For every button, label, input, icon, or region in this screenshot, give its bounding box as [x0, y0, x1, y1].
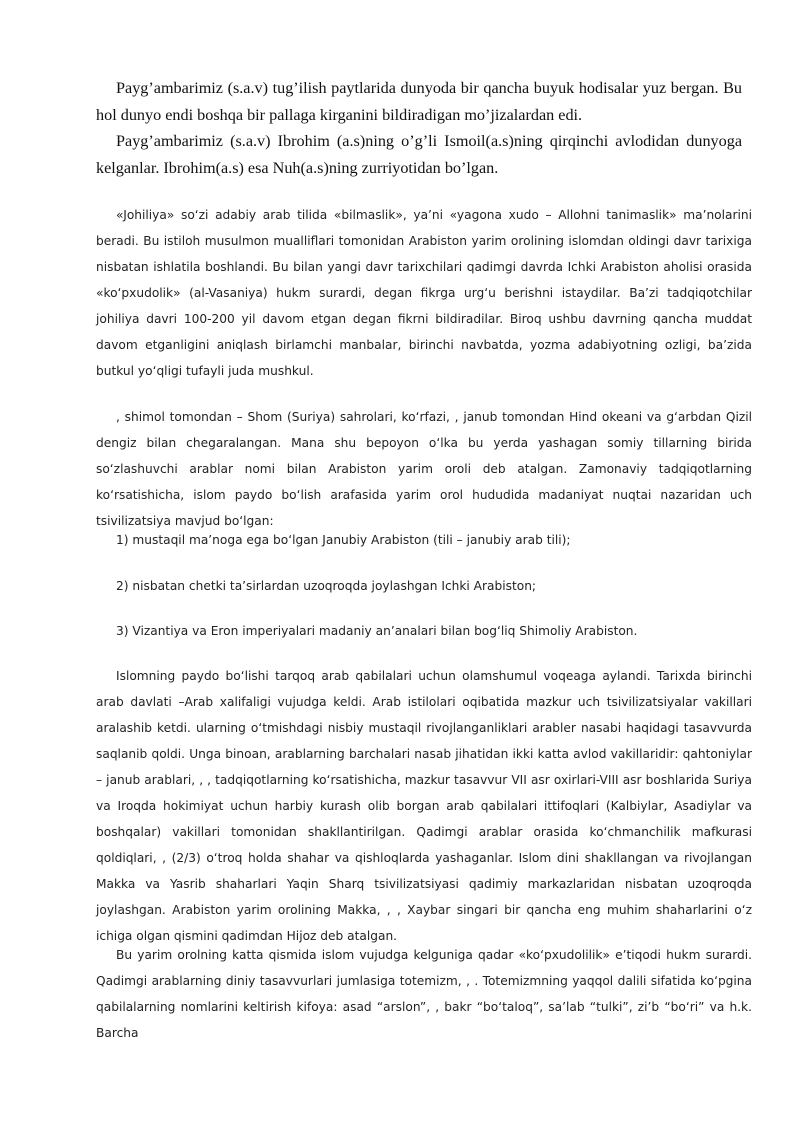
- geography-paragraph: , shimol tomondan – Shom (Suriya) sahrolari, ko‘rfazi, , janub tomondan Hind okeani va g‘arbdan Qizil dengiz bilan chegaralangan. Mana shu bepoyon o‘lka bu yerda yashagan somiy tillarning birida so‘zlashuvchi arablar nomi bilan Arabiston yarim oroli deb atalgan. Zamonaviy tadqiqotlarning ko‘rsatishicha, islom paydo bo‘lish arafasida yarim orol hududida madaniyat nuqtai nazaridan uch tsivilizatsiya mavjud bo‘lgan:: [96, 410, 752, 528]
- polytheism-paragraph: Bu yarim orolning katta qismida islom vujudga kelguniga qadar «ko‘pxudolilik» e’tiqodi hukm surardi. Qadimgi arablarning diniy tasavvurlari jumlasiga totemizm, , . Totemizmning yaqqol dalili sifatida ko‘pgina qabilalarning nomlarini keltirish kifoya: asad “arslon”, , bakr “bo‘taloq”, sa’lab “tulki”, zi’b “bo‘ri” va h.k. Barcha: [96, 948, 752, 1040]
- intro-paragraph-2: Payg’ambarimiz (s.a.v) Ibrohim (a.s)ning o’g’li Ismoil(a.s)ning qirqinchi avlodidan dunyoga kelganlar. Ibrohim(a.s) esa Nuh(a.s)ning zurriyotidan bo’lgan.: [96, 132, 742, 177]
- list-item-3: 3) Vizantiya va Eron imperiyalari madaniy an’analari bilan bog‘liq Shimoliy Arabiston.: [116, 624, 638, 638]
- johiliya-paragraph: «Johiliya» so‘zi adabiy arab tilida «bilmaslik», ya’ni «yagona xudo – Allohni tanimaslik» ma’nolarini beradi. Bu istiloh musulmon mualliflari tomonidan Arabiston yarim orolining islomdan oldingi davr tarixiga nisbatan ishlatila boshlandi. Bu bilan yangi davr tarixchilari qadimgi davrda Ichki Arabiston aholisi orasida «ko‘pxudolik» (al-Vasaniya) hukm surardi, degan fikrga urg‘u berishni istaydilar. Ba’zi tadqiqotchilar johiliya davri 100-200 yil davom etgan degan fikrni bildiradilar. Biroq ushbu davrning qancha muddat davom etganligini aniqlash birlamchi manbalar, birinchi navbatda, yozma adabiyotning ozligi, ba’zida butkul yo‘qligi tufayli juda mushkul.: [96, 208, 752, 378]
- intro-paragraph-1: Payg’ambarimiz (s.a.v) tug’ilish paytlarida dunyoda bir qancha buyuk hodisalar yuz bergan. Bu hol dunyo endi boshqa bir pallaga kirganini bildiradigan mo’jizalardan edi.: [96, 79, 742, 124]
- list-item-1: 1) mustaqil ma’noga ega bo‘lgan Janubiy Arabiston (tili – janubiy arab tili);: [116, 533, 571, 547]
- list-item-2: 2) nisbatan chetki ta’sirlardan uzoqroqda joylashgan Ichki Arabiston;: [116, 579, 537, 593]
- islam-emergence-paragraph: Islomning paydo bo‘lishi tarqoq arab qabilalari uchun olamshumul voqeaga aylandi. Tarixda birinchi arab davlati –Arab xalifaligi vujudga keldi. Arab istilolari oqibatida mazkur uch tsivilizatsiyalar vakillari aralashib ketdi. ularning o‘tmishdagi nisbiy mustaqil rivojlanganliklari arabler nasabi haqidagi tasavvurda saqlanib qoldi. Unga binoan, arablarning barchalari nasab jihatidan ikki katta avlod vakillaridir: qahtoniylar – janub arablari, , , tadqiqotlarning ko‘rsatishicha, mazkur tasavvur VII asr oxirlari-VIII asr boshlarida Suriya va Iroqda hokimiyat uchun harbiy kurash olib borgan arab qabilalari ittifoqlari (Kalbiylar, Asadiylar va boshqalar) vakillari tomonidan shakllantirilgan. Qadimgi arablar orasida ko‘chmanchilik mafkurasi qoldiqlari, , (2/3) o‘troq holda shahar va qishloqlarda yashaganlar. Islom dini shakllangan va rivojlangan Makka va Yasrib shaharlari Yaqin Sharq tsivilizatsiyasi qadimiy markazlaridan nisbatan uzoqroqda joylashgan. Arabiston yarim orolining Makka, , , Xaybar singari bir qancha eng muhim shaharlarini o‘z ichiga olgan qismini qadimdan Hijoz deb atalgan.: [96, 669, 752, 943]
